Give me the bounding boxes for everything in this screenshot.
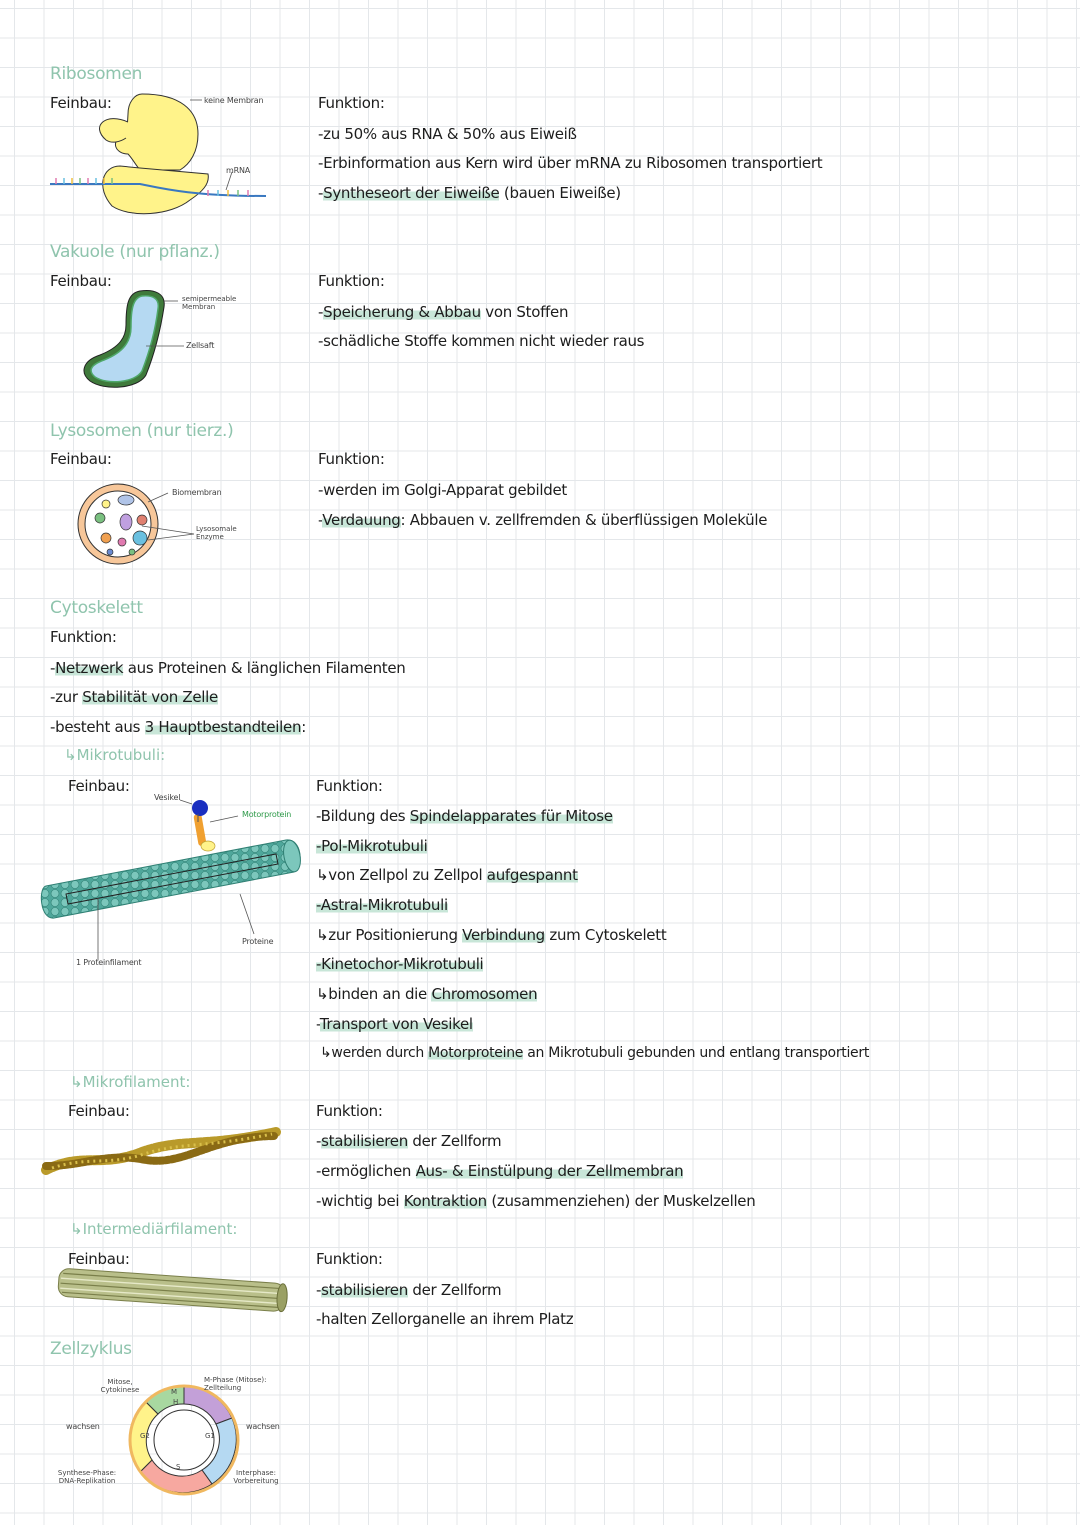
cytoskelett-line-1: -Netzwerk aus Proteinen & länglichen Filamenten <box>50 659 406 677</box>
mikrofilament-line-2: -ermöglichen Aus- & Einstülpung der Zellmembran <box>316 1162 684 1180</box>
cycle-wachsen-right-label: wachsen <box>246 1422 280 1431</box>
ribosomen-feinbau-label: Feinbau: <box>50 94 112 112</box>
vakuole-heading: Vakuole (nur pflanz.) <box>50 242 220 262</box>
microtubule-vesikel-label: Vesikel <box>154 793 181 802</box>
vacuole-membran-label: semipermeable Membran <box>182 295 237 311</box>
mikrofilament-feinbau-label: Feinbau: <box>68 1102 130 1120</box>
mikrotubuli-line-8: -Transport von Vesikel <box>316 1015 473 1033</box>
ribosome-mrna-label: mRNA <box>226 166 251 175</box>
mikrotubuli-line-3: ↳von Zellpol zu Zellpol aufgespannt <box>316 866 578 884</box>
cycle-m-inner: H <box>173 1398 179 1406</box>
lysosomen-funktion-label: Funktion: <box>318 450 385 468</box>
ribosome-diagram <box>40 92 280 222</box>
ribosomen-line-1: -zu 50% aus RNA & 50% aus Eiweiß <box>318 125 577 143</box>
mikrotubuli-line-5: ↳zur Positionierung Verbindung zum Cytoskelett <box>316 926 667 944</box>
mikrofilament-heading: ↳Mikrofilament: <box>70 1073 191 1091</box>
lysosomen-heading: Lysosomen (nur tierz.) <box>50 421 234 441</box>
cytoskelett-heading: Cytoskelett <box>50 598 143 618</box>
lysosome-enzyme-label: Lysosomale Enzyme <box>196 525 237 541</box>
ribosomen-line-2: -Erbinformation aus Kern wird über mRNA zu Ribosomen transportiert <box>318 154 823 172</box>
intermediaer-line-2: -halten Zellorganelle an ihrem Platz <box>316 1310 574 1328</box>
cycle-s: S <box>176 1463 181 1471</box>
mikrotubuli-line-7: ↳binden an die Chromosomen <box>316 985 538 1003</box>
cycle-m-outer: M <box>171 1388 178 1396</box>
intermediaer-feinbau-label: Feinbau: <box>68 1250 130 1268</box>
microtubule-motor-label: Motorprotein <box>242 810 292 819</box>
cycle-synthese-label: Synthese-Phase: DNA-Replikation <box>57 1469 117 1485</box>
cytoskelett-line-3: -besteht aus 3 Hauptbestandteilen: <box>50 718 306 736</box>
intermediaer-line-1: -stabilisieren der Zellform <box>316 1281 502 1299</box>
microtubule-proteine-label: Proteine <box>242 937 274 946</box>
intermediaer-heading: ↳Intermediärfilament: <box>70 1220 238 1238</box>
lysosome-membran-label: Biomembran <box>172 488 222 497</box>
lysosomen-feinbau-label: Feinbau: <box>50 450 112 468</box>
mikrotubuli-heading: ↳Mikrotubuli: <box>64 746 166 764</box>
cycle-g2: G2 <box>140 1432 150 1440</box>
ribosomen-line-3: -Syntheseort der Eiweiße (bauen Eiweiße) <box>318 184 621 202</box>
mikrotubuli-line-4: -Astral-Mikrotubuli <box>316 896 448 914</box>
mikrotubuli-funktion-label: Funktion: <box>316 777 383 795</box>
cytoskelett-line-2: -zur Stabilität von Zelle <box>50 688 218 706</box>
microtubule-filament-label: 1 Proteinfilament <box>76 958 142 967</box>
vakuole-feinbau-label: Feinbau: <box>50 272 112 290</box>
mikrofilament-funktion-label: Funktion: <box>316 1102 383 1120</box>
vacuole-zellsaft-label: Zellsaft <box>186 341 215 350</box>
vakuole-line-2: -schädliche Stoffe kommen nicht wieder raus <box>318 332 645 350</box>
vakuole-line-1: -Speicherung & Abbau von Stoffen <box>318 303 569 321</box>
cycle-interphase-label: Interphase: Vorbereitung <box>233 1469 279 1485</box>
lysosome-diagram <box>76 482 166 572</box>
cycle-g1: G1 <box>205 1432 215 1440</box>
ribosome-membran-label: keine Membran <box>204 96 264 105</box>
cycle-wachsen-left-label: wachsen <box>66 1422 100 1431</box>
mikrofilament-line-1: -stabilisieren der Zellform <box>316 1132 502 1150</box>
ribosomen-heading: Ribosomen <box>50 64 143 84</box>
intermediate-filament-diagram <box>52 1270 292 1320</box>
mikrotubuli-feinbau-label: Feinbau: <box>68 777 130 795</box>
mikrotubuli-line-9: ↳werden durch Motorproteine an Mikrotubuli gebunden und entlang transportiert <box>320 1045 870 1061</box>
cycle-mitose-label: Mitose, Cytokinese <box>100 1378 140 1394</box>
mikrofilament-line-3: -wichtig bei Kontraktion (zusammenziehen) der Muskelzellen <box>316 1192 756 1210</box>
cycle-mphase-label: M-Phase (Mitose): Zellteilung <box>204 1376 267 1392</box>
lysosomen-line-1: -werden im Golgi-Apparat gebildet <box>318 481 567 499</box>
ribosomen-funktion-label: Funktion: <box>318 94 385 112</box>
zellzyklus-heading: Zellzyklus <box>50 1339 132 1359</box>
intermediaer-funktion-label: Funktion: <box>316 1250 383 1268</box>
mikrotubuli-line-1: -Bildung des Spindelapparates für Mitose <box>316 807 613 825</box>
mikrotubuli-line-6: -Kinetochor-Mikrotubuli <box>316 955 484 973</box>
cytoskelett-funktion-label: Funktion: <box>50 628 117 646</box>
vacuole-diagram <box>80 285 190 395</box>
vakuole-funktion-label: Funktion: <box>318 272 385 290</box>
mikrotubuli-line-2: -Pol-Mikrotubuli <box>316 837 428 855</box>
lysosomen-line-2: -Verdauung: Abbauen v. zellfremden & überflüssigen Moleküle <box>318 511 768 529</box>
microfilament-diagram <box>42 1122 282 1182</box>
